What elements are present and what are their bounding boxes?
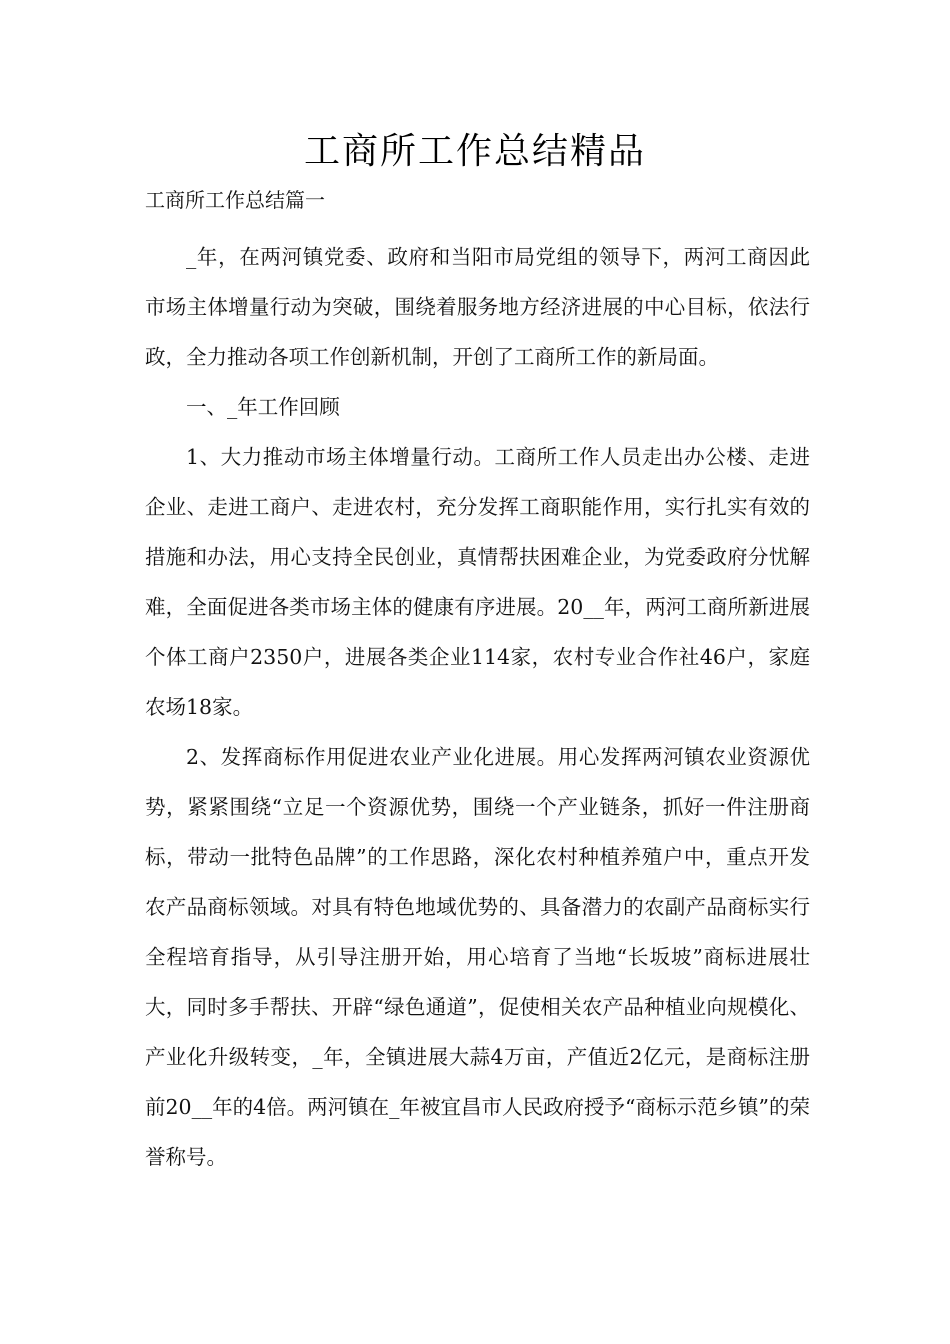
paragraph-item-2: 2、发挥商标作用促进农业产业化进展。用心发挥两河镇农业资源优势，紧紧围绕“立足一个资源优势，围绕一个产业链条，抓好一件注册商标，带动一批特色品牌”的工作思路，深化农村种植养殖户中，重点开发农产品商标领域。对具有特色地域优势的、具备潜力的农副产品商标实行全程培育指导，从引导注册开始，用心培育了当地“长坂坡”商标进展壮大，同时多手帮扶、开辟“绿色通道”，促使相关农产品种植业向规模化、产业化升级转变，_年，全镇进展大蒜4万亩，产值近2亿元，是商标注册前20__年的4倍。两河镇在_年被宜昌市人民政府授予“商标示范乡镇”的荣誉称号。 bbox=[145, 745, 810, 1169]
paragraph-intro: _年，在两河镇党委、政府和当阳市局党组的领导下，两河工商因此市场主体增量行动为突破，围绕着服务地方经济进展的中心目标，依法行政，全力推动各项工作创新机制，开创了工商所工作的新局面。 bbox=[145, 245, 810, 369]
document-title: 工商所工作总结精品 bbox=[303, 131, 646, 172]
paragraph-item-1: 1、大力推动市场主体增量行动。工商所工作人员走出办公楼、走进企业、走进工商户、走进农村，充分发挥工商职能作用，实行扎实有效的措施和办法，用心支持全民创业，真情帮扶困难企业，为党委政府分忧解难，全面促进各类市场主体的健康有序进展。20__年，两河工商所新进展个体工商户2350户，进展各类企业114家，农村专业合作社46户，家庭农场18家。 bbox=[145, 445, 810, 719]
section-heading: 一、_年工作回顾 bbox=[186, 395, 340, 419]
document-body bbox=[145, 232, 810, 1182]
document-subtitle: 工商所工作总结篇一 bbox=[145, 188, 325, 212]
